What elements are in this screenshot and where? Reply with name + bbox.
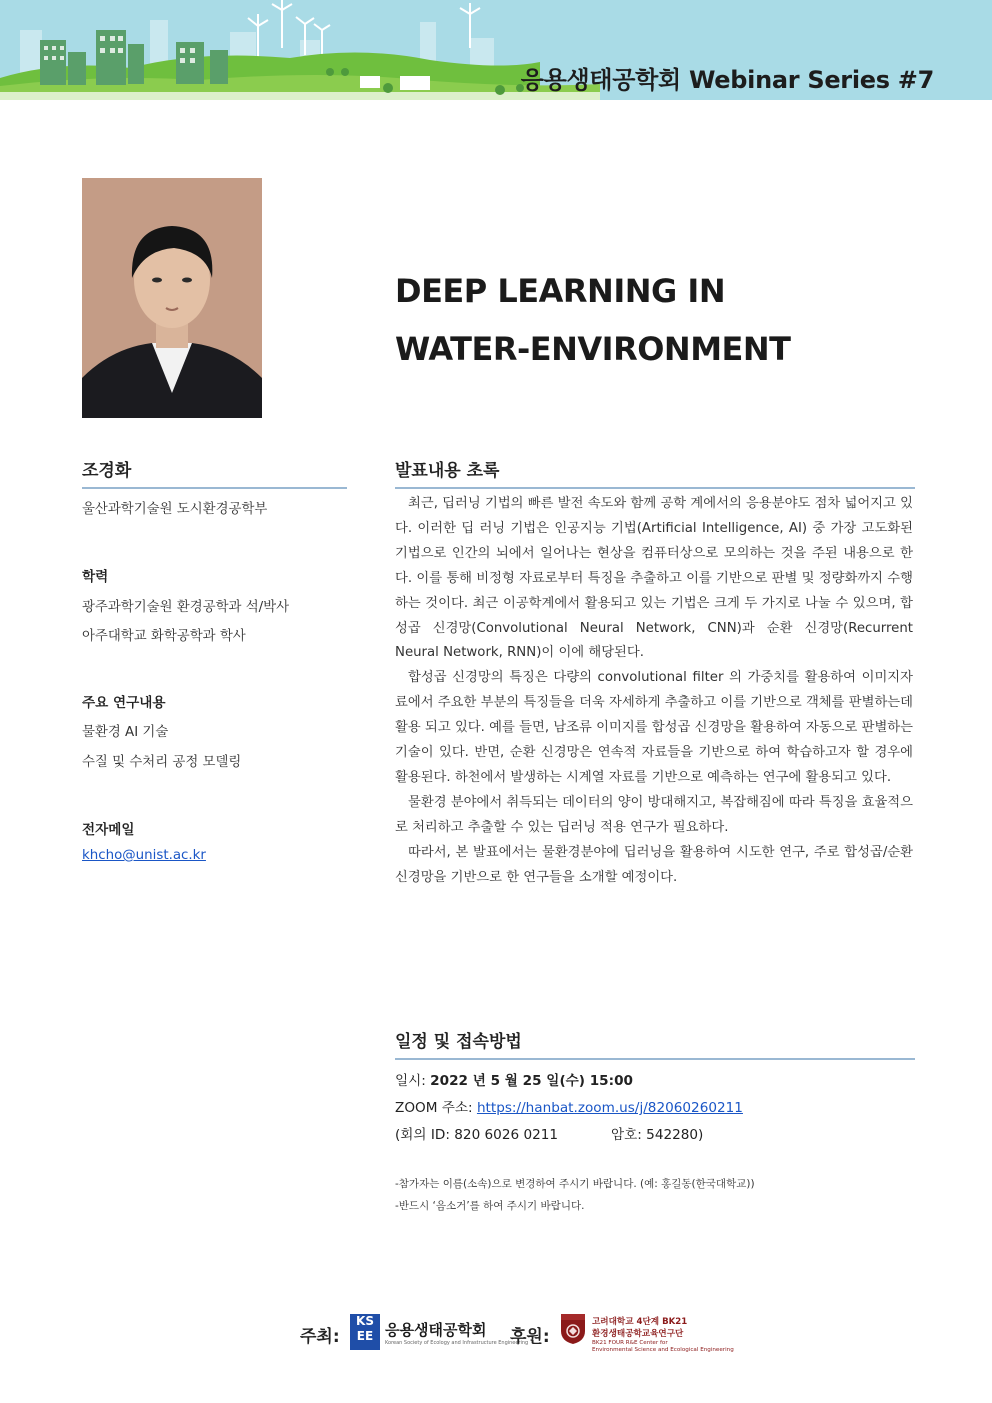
education-label: 학력 <box>82 569 109 585</box>
host-subtitle: Korean Society of Ecology and Infrastructure Engineering <box>385 1340 529 1346</box>
research-item: 물환경 AI 기술 <box>82 725 169 740</box>
footer <box>0 1312 992 1362</box>
research-item: 수질 및 수처리 공정 모델링 <box>82 755 242 770</box>
university-crest-icon <box>560 1313 586 1345</box>
abstract-paragraph: 최근, 딥러닝 기법의 빠른 발전 속도와 함께 공학 계에서의 응용분야도 점차 넓어지고 있다. 이러한 딥 러닝 기법은 인공지능 기법(Artificial Intelligence, AI) 중 가장 고도화된 기법으로 인간의 뇌에서 일어나는 현상을 컴퓨터상으로 모의하는 것을 주된 내용으로 한다. 이를 통해 비정형 자료로부터 특징을 추출하고 이를 기반으로 판별 및 정량화까지 수행하는 것이다. 최근 이공학계에서 활용되고 있는 기법은 크게 두 가지로 나눌 수 있으며, 합성곱 신경망(Convolutional Neural Network, CNN)과 순환 신경망(Recurrent Neural Network, RNN)이 이에 해당된다. <box>395 496 913 661</box>
talk-title <box>395 262 955 378</box>
zoom-line <box>395 1096 743 1116</box>
date-value: 2022 년 5 월 25 일(수) 15:00 <box>430 1073 633 1089</box>
meeting-password: 암호: 542280) <box>611 1127 704 1143</box>
banner-title: 응용생태공학회 Webinar Series #7 <box>520 66 934 94</box>
zoom-link[interactable]: https://hanbat.zoom.us/j/82060260211 <box>476 1100 743 1116</box>
date-label: 일시: <box>395 1073 431 1089</box>
email-label: 전자메일 <box>82 822 135 838</box>
talk-title-line2: WATER-ENVIRONMENT <box>395 330 791 368</box>
host-label: 주최: <box>300 1327 340 1347</box>
notice-line: -참가자는 이름(소속)으로 변경하여 주시기 바랍니다. (예: 홍길동(한국대학교)) <box>395 1178 755 1190</box>
date-line <box>395 1069 633 1089</box>
talk-title-line1: DEEP LEARNING IN <box>395 272 726 310</box>
sponsor-line2: 환경생태공학교육연구단 <box>592 1329 684 1339</box>
sponsor-line3: BK21 FOUR R&E Center for <box>592 1340 668 1346</box>
host-name: 응용생태공학회 <box>385 1321 487 1339</box>
host-logo <box>350 1314 380 1350</box>
sponsor-line4: Environmental Science and Ecological Engineering <box>592 1347 734 1353</box>
education-item: 광주과학기술원 환경공학과 석/박사 <box>82 600 290 615</box>
header-banner <box>0 0 992 100</box>
sponsor-line1: 고려대학교 4단계 BK21 <box>592 1317 688 1327</box>
abstract-paragraph: 합성곱 신경망의 특징은 다량의 convolutional filter 의 가중치를 활용하여 이미지자료에서 주요한 부분의 특징들을 더욱 자세하게 추출하고 이를 기반으로 객체를 판별하는데 활용 되고 있다. 예를 들면, 남조류 이미지를 합성곱 신경망을 활용하여 자동으로 판별하는 기술이 있다. 반면, 순환 신경망은 연속적 자료들을 기반으로 하여 학습하고자 할 경우에 활용된다. 하천에서 발생하는 시계열 자료를 기반으로 예측하는 연구에 활용되고 있다. <box>395 670 913 785</box>
speaker-name-heading: 조경화 <box>82 456 347 489</box>
abstract-paragraph: 따라서, 본 발표에서는 물환경분야에 딥러닝을 활용하여 시도한 연구, 주로 합성곱/순환 신경망을 기반으로 한 연구들을 소개할 예정이다. <box>395 844 913 885</box>
education-item: 아주대학교 화학공학과 학사 <box>82 629 246 644</box>
zoom-label: ZOOM 주소: <box>395 1100 477 1116</box>
abstract-body <box>395 492 913 891</box>
research-label: 주요 연구내용 <box>82 695 166 711</box>
speaker-photo <box>82 178 262 418</box>
schedule-heading: 일정 및 접속방법 <box>395 1027 915 1060</box>
abstract-heading: 발표내용 초록 <box>395 456 915 489</box>
notice-line: -반드시 ‘음소거’를 하여 주시기 바랍니다. <box>395 1200 585 1212</box>
email-link[interactable]: khcho@unist.ac.kr <box>82 848 206 863</box>
abstract-paragraph: 물환경 분야에서 취득되는 데이터의 양이 방대해지고, 복잡해짐에 따라 특징을 효율적으로 처리하고 추출할 수 있는 딥러닝 적용 연구가 필요하다. <box>395 794 913 835</box>
meeting-id: (회의 ID: 820 6026 0211 <box>395 1127 559 1143</box>
sponsor-label: 후원: <box>510 1327 550 1347</box>
host-logo-text: KS EE <box>356 1314 374 1343</box>
speaker-affiliation: 울산과학기술원 도시환경공학부 <box>82 502 268 517</box>
